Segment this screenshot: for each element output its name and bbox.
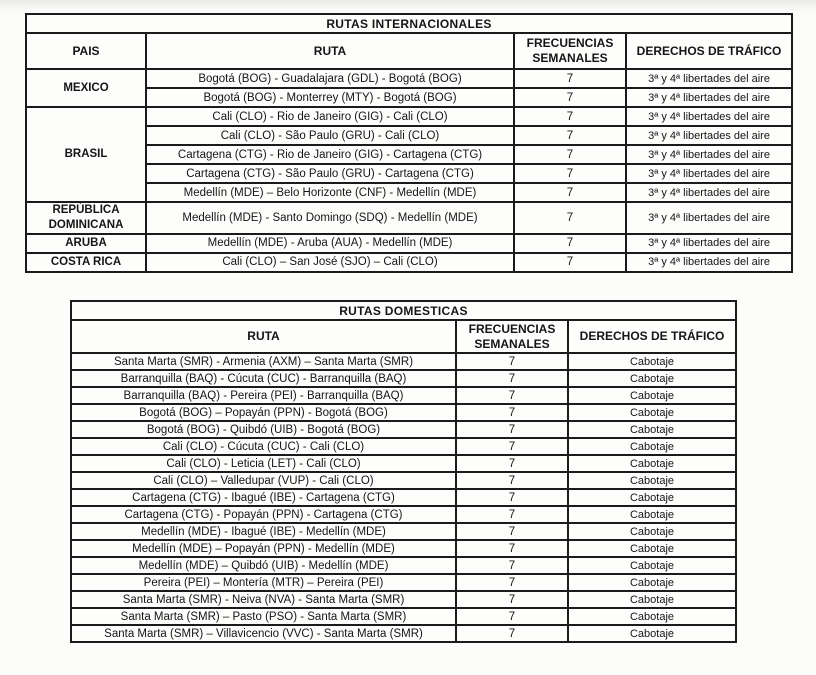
column-header-ruta: RUTA bbox=[71, 320, 456, 353]
rights-cell: 3ª y 4ª libertades del aire bbox=[626, 88, 792, 107]
domestic-table-body bbox=[71, 353, 736, 642]
frequency-cell: 7 bbox=[456, 353, 568, 370]
route-cell: Cali (CLO) – Valledupar (VUP) - Cali (CLO) bbox=[71, 472, 456, 489]
domestic-route-row bbox=[71, 455, 736, 472]
rights-cell: Cabotaje bbox=[568, 438, 736, 455]
route-cell: Cali (CLO) - Cúcuta (CUC) - Cali (CLO) bbox=[71, 438, 456, 455]
route-cell: Bogotá (BOG) - Guadalajara (GDL) - Bogotá (BOG) bbox=[146, 69, 514, 88]
rights-cell: Cabotaje bbox=[568, 574, 736, 591]
route-cell: Cali (CLO) - São Paulo (GRU) - Cali (CLO) bbox=[146, 126, 514, 145]
rights-cell: Cabotaje bbox=[568, 557, 736, 574]
column-header-frecuencias: FRECUENCIAS SEMANALES bbox=[514, 33, 626, 69]
international-routes-table bbox=[25, 13, 793, 273]
route-cell: Cartagena (CTG) - Ibagué (IBE) - Cartagena (CTG) bbox=[71, 489, 456, 506]
route-cell: Santa Marta (SMR) – Pasto (PSO) - Santa Marta (SMR) bbox=[71, 608, 456, 625]
frequency-cell: 7 bbox=[514, 107, 626, 126]
frequency-cell: 7 bbox=[456, 608, 568, 625]
international-route-row bbox=[26, 202, 792, 234]
international-route-row bbox=[26, 253, 792, 272]
rights-cell: Cabotaje bbox=[568, 489, 736, 506]
rights-cell: 3ª y 4ª libertades del aire bbox=[626, 253, 792, 272]
rights-cell: Cabotaje bbox=[568, 472, 736, 489]
frequency-cell: 7 bbox=[514, 126, 626, 145]
frequency-cell: 7 bbox=[514, 88, 626, 107]
frequency-cell: 7 bbox=[456, 370, 568, 387]
route-cell: Medellín (MDE) - Aruba (AUA) - Medellín (MDE) bbox=[146, 234, 514, 253]
country-cell: ARUBA bbox=[26, 234, 146, 253]
frequency-cell: 7 bbox=[514, 69, 626, 88]
domestic-route-row bbox=[71, 625, 736, 642]
route-cell: Cali (CLO) - Leticia (LET) - Cali (CLO) bbox=[71, 455, 456, 472]
rights-cell: 3ª y 4ª libertades del aire bbox=[626, 234, 792, 253]
frequency-cell: 7 bbox=[456, 591, 568, 608]
rights-cell: 3ª y 4ª libertades del aire bbox=[626, 202, 792, 234]
route-cell: Barranquilla (BAQ) - Pereira (PEI) - Barranquilla (BAQ) bbox=[71, 387, 456, 404]
route-cell: Medellín (MDE) – Quibdó (UIB) - Medellín (MDE) bbox=[71, 557, 456, 574]
rights-cell: 3ª y 4ª libertades del aire bbox=[626, 126, 792, 145]
route-cell: Santa Marta (SMR) - Neiva (NVA) - Santa Marta (SMR) bbox=[71, 591, 456, 608]
rights-cell: 3ª y 4ª libertades del aire bbox=[626, 164, 792, 183]
frequency-cell: 7 bbox=[456, 404, 568, 421]
domestic-table-title: RUTAS DOMESTICAS bbox=[71, 301, 736, 320]
international-table-body bbox=[26, 69, 792, 272]
route-cell: Pereira (PEI) – Montería (MTR) – Pereira (PEI) bbox=[71, 574, 456, 591]
domestic-route-row bbox=[71, 489, 736, 506]
route-cell: Medellín (MDE) - Santo Domingo (SDQ) - Medellín (MDE) bbox=[146, 202, 514, 234]
rights-cell: 3ª y 4ª libertades del aire bbox=[626, 69, 792, 88]
country-cell: MEXICO bbox=[26, 69, 146, 107]
frequency-cell: 7 bbox=[456, 421, 568, 438]
frequency-cell: 7 bbox=[456, 540, 568, 557]
frequency-cell: 7 bbox=[514, 164, 626, 183]
column-header-derechos: DERECHOS DE TRÁFICO bbox=[568, 320, 736, 353]
domestic-route-row bbox=[71, 540, 736, 557]
domestic-route-row bbox=[71, 574, 736, 591]
domestic-route-row bbox=[71, 506, 736, 523]
route-cell: Barranquilla (BAQ) - Cúcuta (CUC) - Barranquilla (BAQ) bbox=[71, 370, 456, 387]
rights-cell: Cabotaje bbox=[568, 353, 736, 370]
column-header-pais: PAIS bbox=[26, 33, 146, 69]
international-header-row bbox=[26, 33, 792, 69]
domestic-title-row bbox=[71, 301, 736, 320]
route-cell: Medellín (MDE) – Belo Horizonte (CNF) - Medellín (MDE) bbox=[146, 183, 514, 202]
rights-cell: Cabotaje bbox=[568, 506, 736, 523]
route-cell: Bogotá (BOG) - Quibdó (UIB) - Bogotá (BOG) bbox=[71, 421, 456, 438]
rights-cell: 3ª y 4ª libertades del aire bbox=[626, 183, 792, 202]
international-route-row bbox=[26, 69, 792, 88]
international-table-title: RUTAS INTERNACIONALES bbox=[26, 14, 792, 33]
domestic-route-row bbox=[71, 523, 736, 540]
country-cell: BRASIL bbox=[26, 107, 146, 202]
rights-cell: 3ª y 4ª libertades del aire bbox=[626, 107, 792, 126]
frequency-cell: 7 bbox=[456, 489, 568, 506]
frequency-cell: 7 bbox=[514, 202, 626, 234]
route-cell: Cali (CLO) - Rio de Janeiro (GIG) - Cali (CLO) bbox=[146, 107, 514, 126]
route-cell: Bogotá (BOG) - Monterrey (MTY) - Bogotá (BOG) bbox=[146, 88, 514, 107]
route-cell: Medellín (MDE) - Ibagué (IBE) - Medellín (MDE) bbox=[71, 523, 456, 540]
rights-cell: Cabotaje bbox=[568, 625, 736, 642]
country-cell: COSTA RICA bbox=[26, 253, 146, 272]
route-cell: Santa Marta (SMR) - Armenia (AXM) – Santa Marta (SMR) bbox=[71, 353, 456, 370]
frequency-cell: 7 bbox=[456, 455, 568, 472]
domestic-route-row bbox=[71, 353, 736, 370]
country-cell: REPÚBLICA DOMINICANA bbox=[26, 202, 146, 234]
domestic-route-row bbox=[71, 421, 736, 438]
frequency-cell: 7 bbox=[514, 234, 626, 253]
frequency-cell: 7 bbox=[456, 438, 568, 455]
rights-cell: Cabotaje bbox=[568, 421, 736, 438]
frequency-cell: 7 bbox=[514, 253, 626, 272]
rights-cell: 3ª y 4ª libertades del aire bbox=[626, 145, 792, 164]
frequency-cell: 7 bbox=[456, 472, 568, 489]
frequency-cell: 7 bbox=[456, 523, 568, 540]
domestic-route-row bbox=[71, 591, 736, 608]
international-title-row bbox=[26, 14, 792, 33]
domestic-header-row bbox=[71, 320, 736, 353]
frequency-cell: 7 bbox=[514, 183, 626, 202]
route-cell: Cartagena (CTG) - Popayán (PPN) - Cartagena (CTG) bbox=[71, 506, 456, 523]
route-cell: Cali (CLO) – San José (SJO) – Cali (CLO) bbox=[146, 253, 514, 272]
rights-cell: Cabotaje bbox=[568, 370, 736, 387]
domestic-route-row bbox=[71, 404, 736, 421]
route-cell: Bogotá (BOG) – Popayán (PPN) - Bogotá (BOG) bbox=[71, 404, 456, 421]
rights-cell: Cabotaje bbox=[568, 540, 736, 557]
domestic-route-row bbox=[71, 557, 736, 574]
frequency-cell: 7 bbox=[456, 506, 568, 523]
column-header-frecuencias: FRECUENCIAS SEMANALES bbox=[456, 320, 568, 353]
domestic-route-row bbox=[71, 608, 736, 625]
rights-cell: Cabotaje bbox=[568, 608, 736, 625]
frequency-cell: 7 bbox=[514, 145, 626, 164]
frequency-cell: 7 bbox=[456, 574, 568, 591]
rights-cell: Cabotaje bbox=[568, 404, 736, 421]
domestic-route-row bbox=[71, 387, 736, 404]
domestic-routes-table bbox=[70, 300, 737, 643]
rights-cell: Cabotaje bbox=[568, 387, 736, 404]
rights-cell: Cabotaje bbox=[568, 455, 736, 472]
frequency-cell: 7 bbox=[456, 387, 568, 404]
route-cell: Santa Marta (SMR) – Villavicencio (VVC) - Santa Marta (SMR) bbox=[71, 625, 456, 642]
route-cell: Medellín (MDE) – Popayán (PPN) - Medellín (MDE) bbox=[71, 540, 456, 557]
column-header-derechos: DERECHOS DE TRÁFICO bbox=[626, 33, 792, 69]
domestic-route-row bbox=[71, 438, 736, 455]
domestic-route-row bbox=[71, 472, 736, 489]
column-header-ruta: RUTA bbox=[146, 33, 514, 69]
frequency-cell: 7 bbox=[456, 557, 568, 574]
route-cell: Cartagena (CTG) - Rio de Janeiro (GIG) - Cartagena (CTG) bbox=[146, 145, 514, 164]
route-cell: Cartagena (CTG) - São Paulo (GRU) - Cartagena (CTG) bbox=[146, 164, 514, 183]
rights-cell: Cabotaje bbox=[568, 523, 736, 540]
international-route-row bbox=[26, 107, 792, 126]
domestic-route-row bbox=[71, 370, 736, 387]
international-route-row bbox=[26, 234, 792, 253]
rights-cell: Cabotaje bbox=[568, 591, 736, 608]
frequency-cell: 7 bbox=[456, 625, 568, 642]
